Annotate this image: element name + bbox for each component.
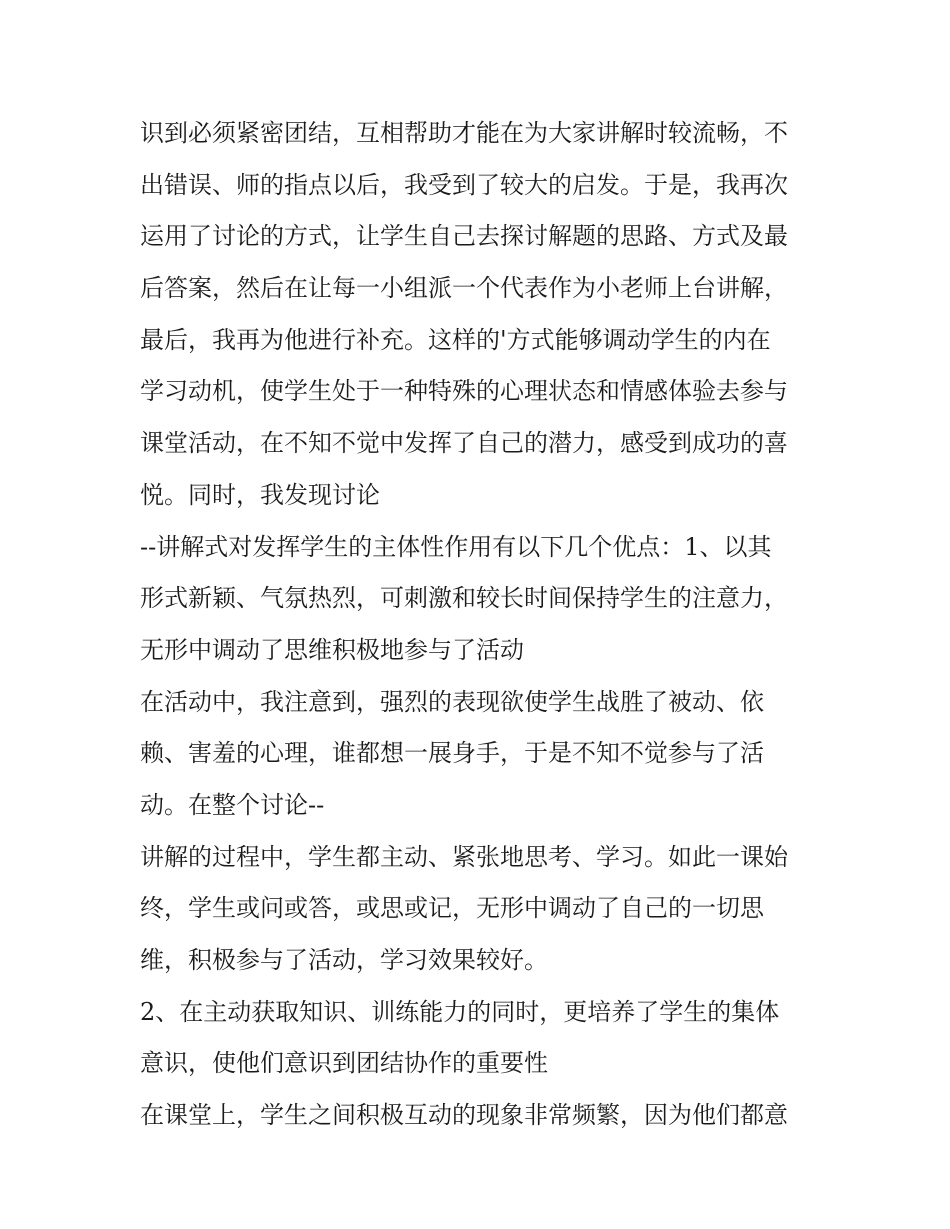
text-line: 课堂活动，在不知不觉中发挥了自己的潜力，感受到成功的喜 [140, 429, 788, 458]
text-line: 在课堂上，学生之间积极互动的现象非常频繁，因为他们都意 [140, 1101, 788, 1130]
text-line: 终，学生或问或答，或思或记，无形中调动了自己的一切思 [140, 894, 764, 923]
text-line: 维，积极参与了活动，学习效果较好。 [140, 946, 548, 974]
text-line: 动。在整个讨论-- [140, 790, 325, 819]
text-line: 无形中调动了思维积极地参与了活动 [140, 635, 524, 664]
text-line: 悦。同时，我发现讨论 [140, 480, 380, 509]
text-line: 运用了讨论的方式，让学生自己去探讨解题的思路、方式及最 [140, 222, 788, 251]
text-line: --讲解式对发挥学生的主体性作用有以下几个优点：1、以其 [140, 532, 772, 561]
text-line: 讲解的过程中，学生都主动、紧张地思考、学习。如此一课始 [140, 842, 788, 871]
text-line: 在活动中，我注意到，强烈的表现欲使学生战胜了被动、依 [140, 687, 764, 716]
body-text [140, 108, 820, 1142]
text-line: 2、在主动获取知识、训练能力的同时，更培养了学生的集体 [140, 997, 780, 1026]
text-line: 识到必须紧密团结，互相帮助才能在为大家讲解时较流畅，不 [140, 119, 788, 147]
text-line: 最后，我再为他进行补充。这样的'方式能够调动学生的内在 [140, 325, 771, 354]
text-line: 出错误、师的指点以后，我受到了较大的启发。于是，我再次 [140, 170, 788, 199]
text-line: 形式新颖、气氛热烈，可刺激和较长时间保持学生的注意力， [140, 584, 788, 613]
text-line: 后答案，然后在让每一小组派一个代表作为小老师上台讲解， [140, 274, 788, 303]
text-line: 赖、害羞的心理，谁都想一展身手，于是不知不觉参与了活 [140, 739, 764, 768]
text-line: 学习动机，使学生处于一种特殊的心理状态和情感体验去参与 [140, 377, 788, 406]
text-line: 意识，使他们意识到团结协作的重要性 [140, 1049, 548, 1078]
